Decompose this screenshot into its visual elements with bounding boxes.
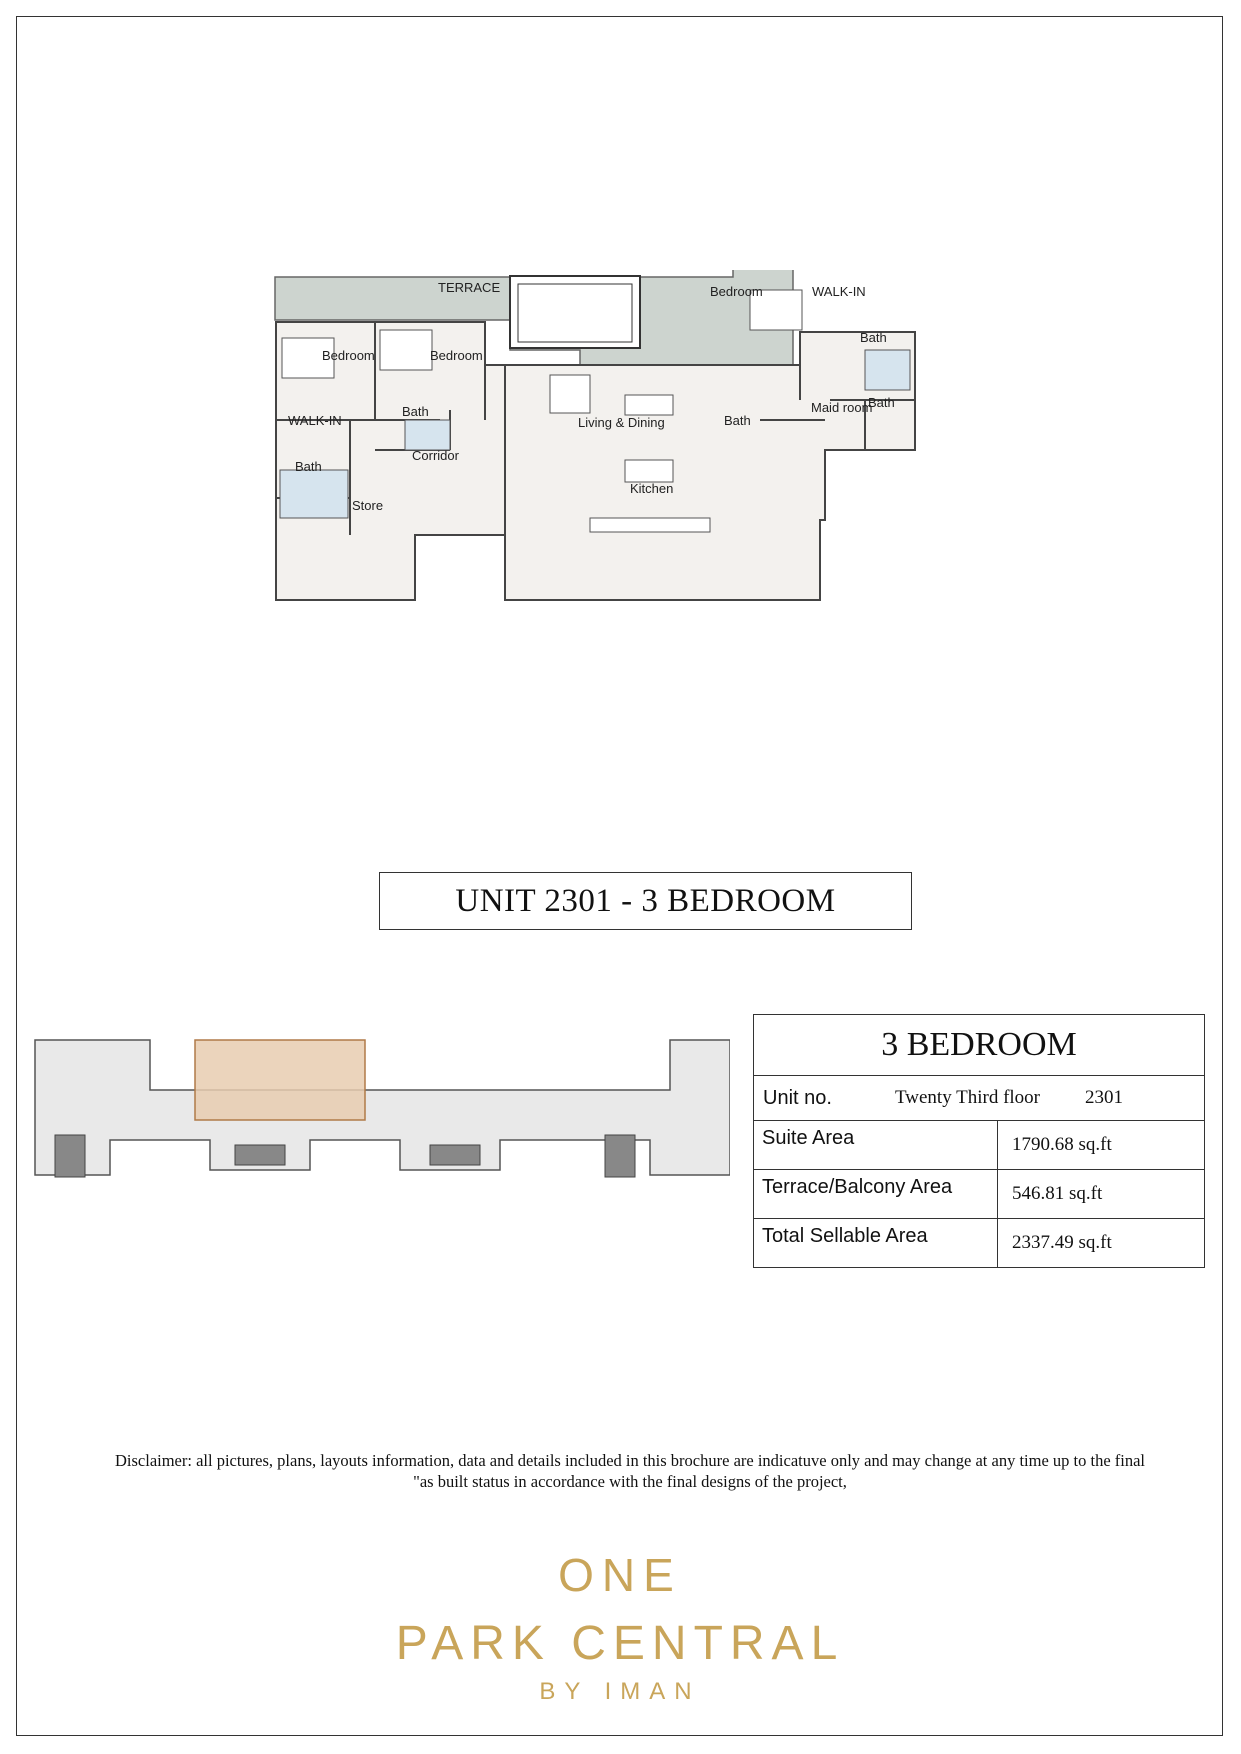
bath-5-label: Bath xyxy=(868,395,895,410)
living-dining-label: Living & Dining xyxy=(578,415,665,430)
walkin-1-label: WALK-IN xyxy=(288,413,342,428)
kitchen-label: Kitchen xyxy=(630,481,674,496)
unit-no-label: Unit no. xyxy=(763,1086,832,1109)
corridor-label: Corridor xyxy=(412,448,459,463)
logo-park-central: PARK CENTRAL xyxy=(395,1617,845,1670)
table-row xyxy=(754,1121,1205,1170)
disclaimer-line-2: "as built status in accordance with the final designs of the project, xyxy=(413,1472,847,1491)
maid-room-label: Maid room xyxy=(811,400,873,415)
table-heading: 3 BEDROOM xyxy=(754,1015,1205,1076)
key-plan xyxy=(30,1035,730,1220)
table-row xyxy=(754,1219,1205,1268)
walkin-2-label: WALK-IN xyxy=(812,284,866,299)
bedroom-3-label: Bedroom xyxy=(710,284,763,299)
floor-plan xyxy=(240,270,1020,630)
brand-logo xyxy=(370,1528,870,1708)
unit-title: UNIT 2301 - 3 BEDROOM xyxy=(379,872,912,930)
bath-4-label: Bath xyxy=(724,413,751,428)
table-row xyxy=(754,1170,1205,1219)
disclaimer-line-1: Disclaimer: all pictures, plans, layouts information, data and details included in this brochure are indicatuve only and may change at any time up to the final xyxy=(114,1451,1146,1470)
store-label: Store xyxy=(352,498,384,513)
unit-number: 2301 xyxy=(1085,1087,1123,1108)
suite-area-label: Suite Area xyxy=(754,1121,998,1170)
unit-floor: Twenty Third floor xyxy=(895,1087,1041,1108)
bedroom-1-label: Bedroom xyxy=(322,348,375,363)
terrace-area-label: Terrace/Balcony Area xyxy=(754,1170,998,1219)
bedroom-2-label: Bedroom xyxy=(430,348,483,363)
logo-one: ONE xyxy=(558,1549,682,1601)
bath-1-label: Bath xyxy=(295,459,322,474)
total-area-label: Total Sellable Area xyxy=(754,1219,998,1268)
terrace-area-value: 546.81 sq.ft xyxy=(998,1170,1205,1219)
bath-3-label: Bath xyxy=(860,330,887,345)
logo-by-iman: BY IMAN xyxy=(539,1678,701,1705)
highlighted-unit xyxy=(195,1040,365,1120)
disclaimer xyxy=(70,1450,1190,1492)
suite-area-value: 1790.68 sq.ft xyxy=(998,1121,1205,1170)
total-area-value: 2337.49 sq.ft xyxy=(998,1219,1205,1268)
unit-info-table xyxy=(753,1014,1205,1268)
terrace-label: TERRACE xyxy=(438,280,501,295)
bath-2-label: Bath xyxy=(402,404,429,419)
